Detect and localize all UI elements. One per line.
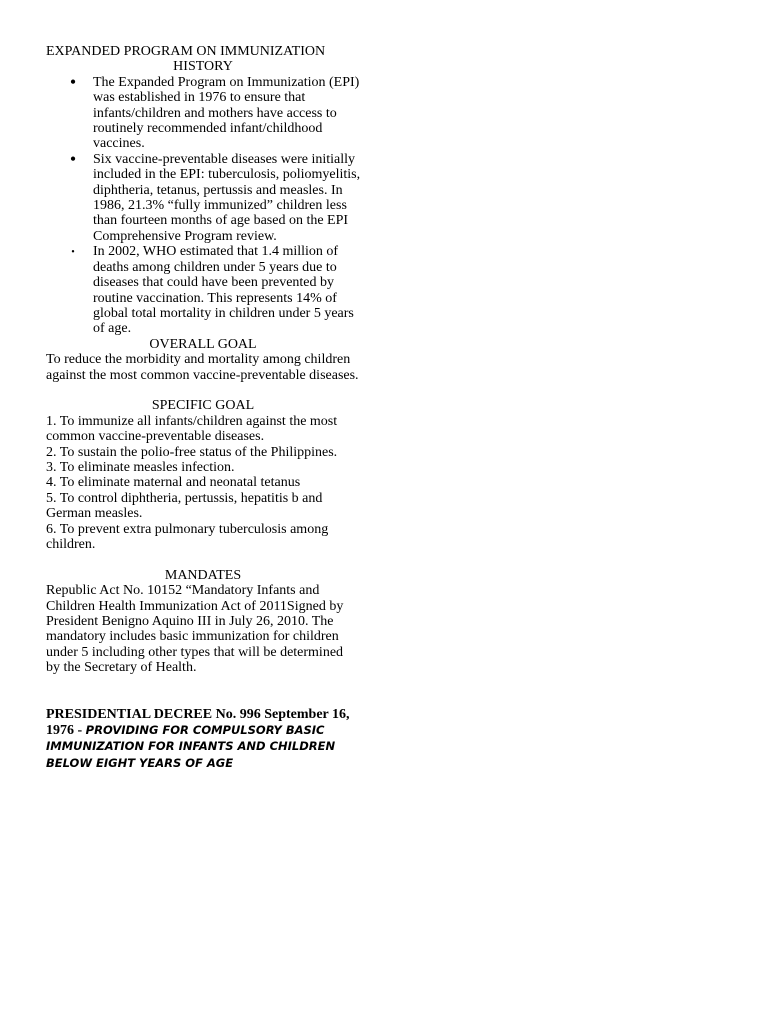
specific-goal-item: 2. To sustain the polio-free status of the Philippines. — [46, 444, 338, 460]
history-list — [46, 75, 366, 337]
specific-goal-item: 4. To eliminate maternal and neonatal tetanus — [46, 475, 301, 491]
specific-goal-heading: SPECIFIC GOAL — [151, 398, 255, 414]
document-title: EXPANDED PROGRAM ON IMMUNIZATION — [46, 44, 326, 59]
history-item-text: In 2002, WHO estimated that 1.4 million of deaths among children under 5 years due to diseases that could have been prevented by routine vaccination. This represents 14% of global total mortality in children under 5 years of age. — [93, 244, 354, 337]
overall-goal-text: To reduce the morbidity and mortality among children against the most common vaccine-preventable diseases. — [46, 352, 359, 383]
overall-goal-heading: OVERALL GOAL — [149, 336, 257, 352]
specific-goal-item: 5. To control diphtheria, pertussis, hepatitis b and German measles. — [46, 490, 323, 522]
history-item-3 — [46, 244, 363, 336]
bullet-icon — [68, 152, 78, 169]
history-item-text: Six vaccine-preventable diseases were initially included in the EPI: tuberculosis, poliomyelitis, diphtheria, tetanus, pertussis and measles. In 1986, 21.3% “fully immunized” children less than fourteen months of age based on the EPI Comprehensive Program review. — [93, 151, 361, 244]
decree-title: PRESIDENTIAL DECREE No. 996 September 16, 1976 — [46, 706, 350, 739]
presidential-decree — [46, 707, 360, 772]
specific-goal-list — [46, 414, 360, 553]
specific-goal-item: 3. To eliminate measles infection. — [46, 459, 235, 475]
section-spacer — [46, 676, 366, 707]
history-heading: HISTORY — [173, 59, 233, 75]
specific-goal-item: 6. To prevent extra pulmonary tuberculosis among children. — [46, 521, 329, 552]
history-item-1 — [46, 75, 363, 152]
history-item-2 — [46, 152, 363, 244]
bullet-icon — [68, 75, 78, 92]
history-item-text: The Expanded Program on Immunization (EPI) was established in 1976 to ensure that infants/children and mothers have access to routinely recommended infant/childhood vaccines. — [93, 74, 360, 152]
document-page — [46, 44, 366, 771]
small-bullet-icon — [68, 244, 78, 260]
mandates-heading: MANDATES — [164, 567, 242, 583]
decree-subtitle: PROVIDING FOR COMPULSORY BASIC IMMUNIZATION FOR INFANTS AND CHILDREN BELOW EIGHT YEARS OF AGE — [46, 723, 336, 770]
specific-goal-item: 1. To immunize all infants/children against the most common vaccine-preventable diseases. — [46, 413, 338, 445]
decree-dash: - — [74, 723, 86, 739]
section-spacer — [46, 383, 366, 398]
mandates-text: Republic Act No. 10152 “Mandatory Infants and Children Health Immunization Act of 2011Signed by President Benigno Aquino III in July 26, 2010. The mandatory includes basic immunization for children under 5 including other types that will be determined by the Secretary of Health. — [46, 583, 344, 676]
section-spacer — [46, 552, 366, 567]
